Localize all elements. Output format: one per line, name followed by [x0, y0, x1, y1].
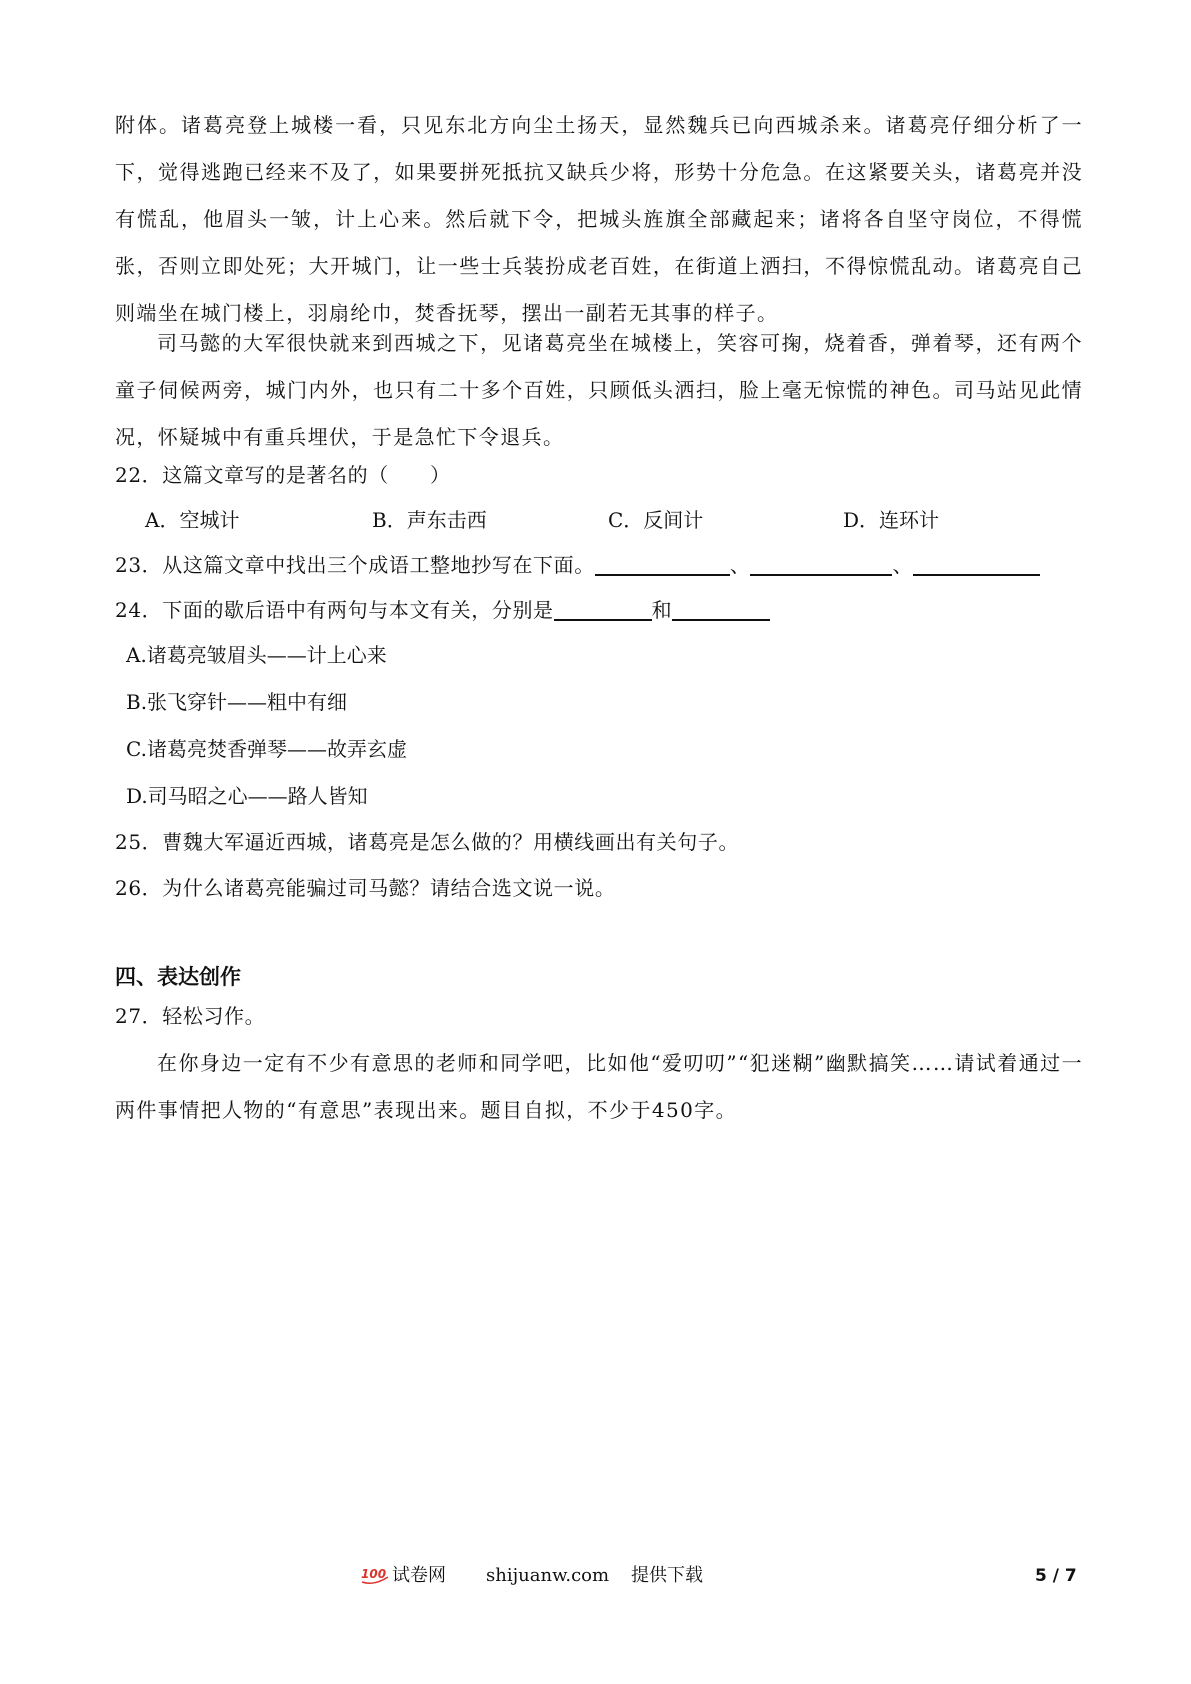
- question-22-stem: 22．这篇文章写的是著名的（ ）: [115, 463, 451, 487]
- question-24-and: 和: [651, 598, 673, 622]
- q22-option-a: A．空城计: [145, 508, 240, 532]
- question-23-stem: 23．从这篇文章中找出三个成语工整地抄写在下面。: [115, 553, 595, 577]
- question-26: 26．为什么诸葛亮能骗过司马懿？请结合选文说一说。: [115, 876, 616, 900]
- section-heading-expression: 四、表达创作: [115, 965, 241, 989]
- question-25: 25．曹魏大军逼近西城，诸葛亮是怎么做的？用横线画出有关句子。: [115, 830, 740, 854]
- question-27-prompt: 在你身边一定有不少有意思的老师和同学吧，比如他“爱叨叨”“犯迷糊”幽默搞笑……请试着通过一两件事情把人物的“有意思”表现出来。题目自拟，不少于450字。: [115, 1051, 1083, 1122]
- question-24: [115, 595, 770, 625]
- logo-text: 100: [361, 1567, 387, 1581]
- passage-paragraph-1: 附体。诸葛亮登上城楼一看，只见东北方向尘土扬天，显然魏兵已向西城杀来。诸葛亮仔细分析了一下，觉得逃跑已经来不及了，如果要拼死抵抗又缺兵少将，形势十分危急。在这紧要关头，诸葛亮并没有慌乱，他眉头一皱，计上心来。然后就下令，把城头旌旗全部藏起来；诸将各自坚守岗位，不得慌张，否则立即处死；大开城门，让一些士兵装扮成老百姓，在街道上洒扫，不得惊慌乱动。诸葛亮自己则端坐在城门楼上，羽扇纶巾，焚香抚琴，摆出一副若无其事的样子。: [115, 113, 1083, 325]
- answer-blank-5[interactable]: [672, 597, 770, 621]
- q24-option-b: B.张飞穿针——粗中有细: [126, 690, 348, 714]
- question-24-stem: 24．下面的歇后语中有两句与本文有关，分别是: [115, 598, 554, 622]
- q24-option-a: A.诸葛亮皱眉头——计上心来: [126, 643, 387, 667]
- answer-blank-2[interactable]: [750, 552, 892, 576]
- answer-blank-3[interactable]: [913, 552, 1040, 576]
- q24-option-c: C.诸葛亮焚香弹琴——故弄玄虚: [126, 737, 407, 761]
- question-27-stem: 27．轻松习作。: [115, 1004, 266, 1028]
- footer-tagline: 提供下载: [631, 1565, 703, 1586]
- footer-domain-link[interactable]: shijuanw.com: [486, 1565, 610, 1586]
- page-number: 5 / 7: [1035, 1566, 1077, 1586]
- answer-blank-4[interactable]: [554, 597, 652, 621]
- question-23: [115, 550, 1040, 580]
- q22-option-b: B．声东击西: [372, 508, 487, 532]
- site-logo-icon: [360, 1565, 390, 1585]
- passage-paragraph-2: 司马懿的大军很快就来到西城之下，见诸葛亮坐在城楼上，笑容可掬，烧着香，弹着琴，还有两个童子伺候两旁，城门内外，也只有二十多个百姓，只顾低头洒扫，脸上毫无惊慌的神色。司马站见此情况，怀疑城中有重兵埋伏，于是急忙下令退兵。: [115, 331, 1083, 449]
- footer-site-name: 试卷网: [392, 1565, 446, 1586]
- blank-separator: 、: [892, 553, 914, 577]
- blank-separator: 、: [729, 553, 751, 577]
- q24-option-d: D.司马昭之心——路人皆知: [126, 784, 368, 808]
- q22-option-d: D．连环计: [843, 508, 940, 532]
- answer-blank-1[interactable]: [595, 552, 730, 576]
- q22-option-c: C．反间计: [608, 508, 704, 532]
